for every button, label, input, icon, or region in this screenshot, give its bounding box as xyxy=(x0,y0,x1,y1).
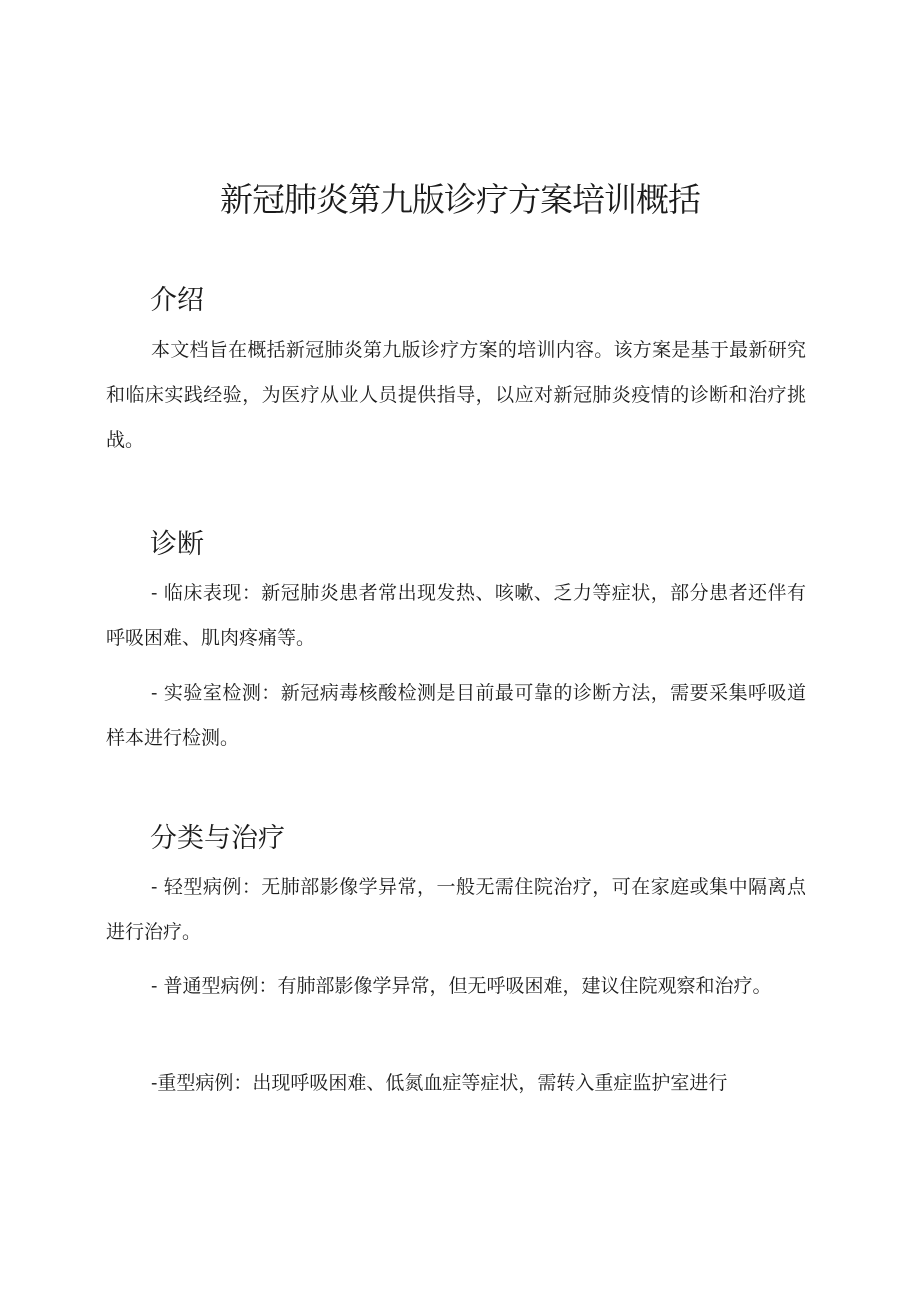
section-heading-intro: 介绍 xyxy=(150,285,204,316)
section-heading-treatment: 分类与治疗 xyxy=(150,823,285,854)
diagnosis-clinical-paragraph: - 临床表现：新冠肺炎患者常出现发热、咳嗽、乏力等症状，部分患者还伴有呼吸困难、肌肉疼痛等。 xyxy=(106,582,806,649)
treatment-severe-paragraph: -重型病例：出现呼吸困难、低氮血症等症状，需转入重症监护室进行 xyxy=(151,1072,728,1094)
treatment-moderate-paragraph: - 普通型病例：有肺部影像学异常，但无呼吸困难，建议住院观察和治疗。 xyxy=(151,975,772,997)
diagnosis-lab-paragraph: - 实验室检测：新冠病毒核酸检测是目前最可靠的诊断方法，需要采集呼吸道样本进行检测。 xyxy=(106,682,806,749)
section-heading-diagnosis: 诊断 xyxy=(150,529,204,560)
intro-paragraph: 本文档旨在概括新冠肺炎第九版诊疗方案的培训内容。该方案是基于最新研究和临床实践经验，为医疗从业人员提供指导，以应对新冠肺炎疫情的诊断和治疗挑战。 xyxy=(106,339,806,451)
treatment-mild-paragraph: - 轻型病例：无肺部影像学异常，一般无需住院治疗，可在家庭或集中隔离点进行治疗。 xyxy=(106,876,806,943)
document-title: 新冠肺炎第九版诊疗方案培训概括 xyxy=(220,180,700,219)
